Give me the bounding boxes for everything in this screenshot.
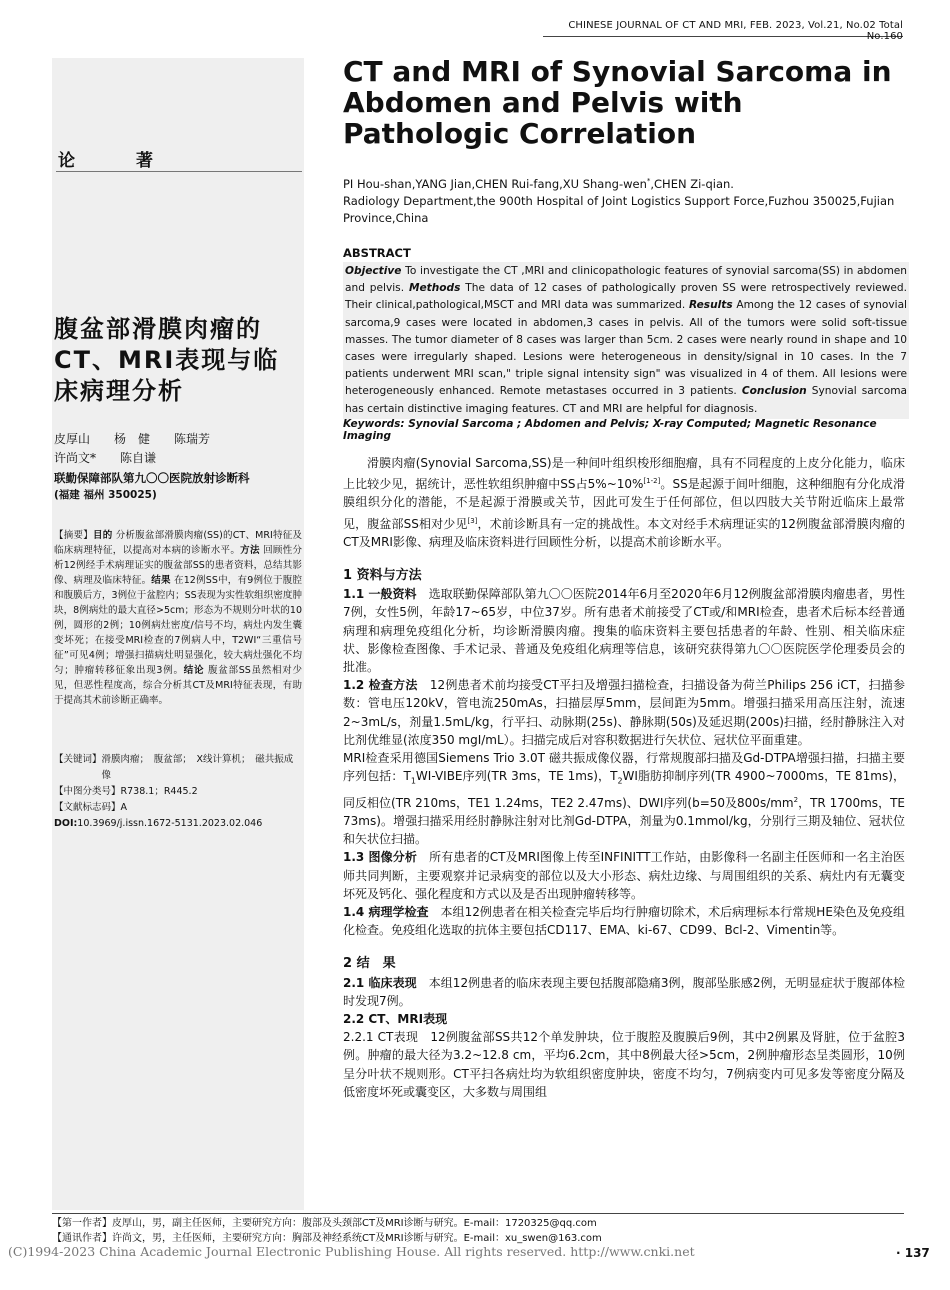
mri-text-b: WI-VIBE序列(TR 3ms，TE 1ms)，T <box>415 769 618 784</box>
mri-subscript-2: 2 <box>617 776 623 786</box>
section-2-1-label: 2.1 临床表现 <box>343 975 417 990</box>
chinese-authors <box>54 430 304 468</box>
chinese-metadata <box>54 752 302 832</box>
objective-label: 目的 <box>92 530 113 541</box>
section-2-1 <box>343 974 905 1010</box>
left-column <box>52 58 304 1210</box>
results-label: 结果 <box>151 575 171 586</box>
chinese-affiliation <box>54 470 304 504</box>
section-2-2-heading: 2.2 CT、MRI表现 <box>343 1012 448 1027</box>
en-results-label: Results <box>688 299 733 312</box>
first-author-note: 【第一作者】皮厚山，男，副主任医师，主要研究方向：腹部及头颈部CT及MRI诊断与研究。E-mail：1720325@qq.com <box>52 1218 597 1229</box>
clc-row <box>54 784 302 800</box>
chinese-title: 腹盆部滑膜肉瘤的CT、MRI表现与临床病理分析 <box>54 315 280 405</box>
corresponding-mark: * <box>646 177 651 185</box>
citation-1[interactable]: [1-2] <box>643 477 661 486</box>
affiliation-location: (福建 福州 350025) <box>54 489 157 501</box>
intro-part-b: 。SS是起源于间叶细胞，这种细胞有分化成滑膜组织分化的潜能，不是起源于滑膜或关节，因此可发生于任何部位，但以四肢大关节附近临床上最常见，腹盆部SS相对少见 <box>343 477 905 531</box>
doi-label: DOI: <box>54 818 78 829</box>
copyright-watermark: (C)1994-2023 China Academic Journal Electronic Publishing House. All rights reserved. http://www.cnki.net <box>8 1244 695 1259</box>
mri-subscript-1: 1 <box>410 776 416 786</box>
section-divider <box>56 171 302 172</box>
en-methods-label: Methods <box>408 282 461 295</box>
en-conclusion-label: Conclusion <box>741 385 807 398</box>
doc-code-value: A <box>120 802 128 813</box>
authors-line-1: 皮厚山 杨 健 陈瑞芳 <box>54 432 211 446</box>
abstract-prefix: 【摘要】 <box>54 530 93 541</box>
section-2-2-1: 2.2.1 CT表现 12例腹盆部SS共12个单发肿块，位于腹腔及腹膜后9例，其中2例累及肾脏，位于盆腔3例。肿瘤的最大径为3.2~12.8 cm，平均6.2cm，其中8例最大径>5cm，2例肿瘤形态呈类圆形，10例呈分叶状不规则形。CT平扫各病灶均为软组织密度肿块，密度不均匀，7例病变内可见多发等密度分隔及低密度坏死或囊变区，大多数与周围组 <box>343 1030 905 1099</box>
doi-link[interactable]: 10.3969/j.issn.1672-5131.2023.02.046 <box>77 818 263 829</box>
section-1-1 <box>343 585 905 676</box>
section-1-1-label: 1.1 一般资料 <box>343 587 417 602</box>
section-1-2-text: 12例患者术前均接受CT平扫及增强扫描检查，扫描设备为荷兰Philips 256 iCT，扫描参数：管电压120kV，管电流250mAs，扫描层厚5mm，层间距为5mm。增强扫描采用高压注射，流速2~3mL/s，剂量1.5mL/kg，行平扫、动脉期(25s)、静脉期(50s)及延迟期(200s)扫描，经肘静脉注入对比剂优维显(浓度350 mgI/mL）。扫描完成后对容积数据进行矢状位、冠状位平面重建。 <box>343 678 906 747</box>
affiliation-name: 联勤保障部队第九〇〇医院放射诊断科 <box>54 471 250 485</box>
mri-text-c: WI脂肪抑制序列(TR 4900~7000ms，TE 81ms)，同反相位(TR 210ms，TE1 1.24ms，TE2 2.47ms)、DWI序列(b=50及800s/mm <box>343 769 905 810</box>
en-objective-text: To investigate the CT ,MRI and clinicopathologic features of synovial sarcoma(SS) in abdomen and pelvis. <box>345 265 907 295</box>
keywords-row <box>54 752 302 784</box>
abstract-heading: ABSTRACT <box>343 246 411 260</box>
keywords-label: 【关键词】 <box>54 754 102 765</box>
english-authors-block <box>343 173 913 227</box>
english-authors <box>343 173 913 193</box>
en-objective-label: Objective <box>345 265 402 277</box>
section-1-2-mri <box>343 749 905 848</box>
clc-label: 【中图分类号】 <box>54 786 121 797</box>
results-text: 在12例SS中，有9例位于腹腔和腹膜后方，3例位于盆腔内；SS表现为实性软组织密度肿块，8例病灶的最大直径>5cm；形态为不规则分叶状的10例，圆形的2例；10例病灶密度/信号不均，病灶内发生囊变坏死；在接受MRI检查的7例病人中，T2WI“三重信号征”可见4例；增强扫描病灶明显强化，较大病灶强化不均匀；肿瘤转移征象出现3例。 <box>54 575 302 676</box>
doc-code-row <box>54 800 302 816</box>
page-number: · 137 <box>896 1246 930 1260</box>
section-1-4-text: 本组12例患者在相关检查完毕后均行肿瘤切除术，术后病理标本行常规HE染色及免疫组化检查。免疫组化选取的抗体主要包括CD117、EMA、ki-67、CD99、Bcl-2、Vimentin等。 <box>343 905 905 938</box>
doc-code-label: 【文献标志码】 <box>54 802 121 813</box>
intro-part-c: ，术前诊断具有一定的挑战性。本文对经手术病理证实的12例腹盆部滑膜肉瘤的CT及MRI影像、病理及临床资料进行回顾性分析，以提高术前诊断水平。 <box>343 516 905 549</box>
chinese-abstract <box>54 528 302 708</box>
objective-text: 分析腹盆部滑膜肉瘤(SS)的CT、MRI特征及临床病理特征，以提高对本病的诊断水平。 <box>54 530 302 556</box>
section-1-1-text: 选取联勤保障部队第九〇〇医院2014年6月至2020年6月12例腹盆部滑膜肉瘤患者，男性7例，女性5例，年龄17~65岁，中位37岁。所有患者术前接受了CT或/和MRI检查，患者术后标本经普通病理和病理免疫组化分析，均诊断滑膜肉瘤。搜集的临床资料主要包括患者的年龄、性别、相关临床症状、影像检查图像、手术记录、普通及免疫组化病理等信息，该研究获得第九〇〇医院医学伦理委员会的批准。 <box>343 587 906 675</box>
en-results-text: Among the 12 cases of synovial sarcoma,9 cases were located in abdomen,3 cases in pelvis. All of the tumors were solid soft-tissue masses. The tumor diameter of 8 cases was larger than 5cm. 2 cases were nearly round in shape and 10 cases were irregularly shaped. Lesions were heterogeneous in density/signal in 10 cases. In the 7 patients underwent MRI scan," triple signal intensity sign" was visualized in 4 of them. All lesions were heterogeneously enhanced. Remote metastases occurred in 3 patients. <box>345 299 908 398</box>
footnotes <box>52 1213 904 1246</box>
keywords-text: 滑膜肉瘤； 腹盆部； X线计算机； 磁共振成像 <box>101 754 294 781</box>
section-label: 论 著 <box>58 151 175 171</box>
english-abstract <box>343 262 909 419</box>
intro-paragraph <box>343 454 905 551</box>
english-title: CT and MRI of Synovial Sarcoma in Abdomen and Pelvis with Pathologic Correlation <box>343 55 892 150</box>
body-text <box>343 454 905 1101</box>
section-1-3-label: 1.3 图像分析 <box>343 850 418 865</box>
authors-line-2: 许尚文* 陈自谦 <box>54 451 157 465</box>
conclusion-text: 腹盆部SS虽然相对少见，但恶性程度高，综合分析其CT及MRI特征表现，有助于提高其术前诊断正确率。 <box>54 665 302 706</box>
conclusion-label: 结论 <box>183 665 205 676</box>
citation-3[interactable]: [3] <box>467 516 478 525</box>
intro-part-a: 滑膜肉瘤(Synovial Sarcoma,SS)是一种间叶组织梭形细胞瘤，具有不同程度的上皮分化能力，临床上比较少见，据统计，恶性软组织肿瘤中SS占5%~10% <box>343 456 905 492</box>
en-conclusion-text: Synovial sarcoma has certain distinctive imaging features. CT and MRI are helpful for diagnosis. <box>345 385 908 415</box>
authors-names: PI Hou-shan,YANG Jian,CHEN Rui-fang,XU Shang-wen <box>343 176 647 191</box>
section-1-2 <box>343 676 905 749</box>
section-1-2-label: 1.2 检查方法 <box>343 678 418 693</box>
section-1-3 <box>343 848 905 903</box>
clc-value: R738.1；R445.2 <box>120 786 198 797</box>
authors-tail: ,CHEN Zi-qian. <box>650 176 734 191</box>
english-keywords: Keywords: Synovial Sarcoma ; Abdomen and Pelvis; X-ray Computed; Magnetic Resonance Imaging <box>343 418 877 442</box>
en-methods-text: The data of 12 cases of pathologically proven SS were retrospectively reviewed. Their clinical,pathological,MSCT and MRI data was summarized. <box>345 282 907 312</box>
mri-text-d: ，TR 1700ms，TE 73ms)。增强扫描采用经肘静脉注射对比剂Gd-DTPA，剂量为0.1mmol/kg，分别行三期及轴位、冠状位和矢状位扫描。 <box>343 795 905 847</box>
section-1-heading: 1 资料与方法 <box>343 568 422 584</box>
english-affiliation: Radiology Department,the 900th Hospital of Joint Logistics Support Force,Fuzhou 350025,Fujian Province,China <box>343 193 895 225</box>
methods-text: 回顾性分析12例经手术病理证实的腹盆部SS的患者资料，总结其影像、病理及临床特征。 <box>54 545 302 586</box>
corresponding-author-note: 【通讯作者】许尚文，男，主任医师，主要研究方向：胸部及神经系统CT及MRI诊断与研究。E-mail：xu_swen@163.com <box>52 1233 602 1244</box>
doi-row <box>54 816 302 832</box>
section-2-1-text: 本组12例患者的临床表现主要包括腹部隐痛3例，腹部坠胀感2例，无明显症状于腹部体检时发现7例。 <box>343 975 906 1008</box>
mri-superscript: 2 <box>793 795 799 804</box>
section-2-heading: 2 结 果 <box>343 956 396 972</box>
section-1-4 <box>343 903 905 939</box>
section-1-4-label: 1.4 病理学检查 <box>343 905 429 920</box>
running-header: CHINESE JOURNAL OF CT AND MRI, FEB. 2023, Vol.21, No.02 Total No.160 <box>543 20 903 37</box>
methods-label: 方法 <box>240 545 260 556</box>
section-1-3-text: 所有患者的CT及MRI图像上传至INFINITT工作站，由影像科一名副主任医师和一名主治医师共同判断，主要观察并记录病变的部位以及大小形态、病灶边缘、与周围组织的关系、病灶内有无囊变坏死及钙化、强化程度和方式以及是否出现肿瘤转移等。 <box>343 850 905 901</box>
mri-text-a: MRI检查采用德国Siemens Trio 3.0T 磁共振成像仪器，行常规腹部扫描及Gd-DTPA增强扫描，扫描主要序列包括：T <box>343 751 905 784</box>
